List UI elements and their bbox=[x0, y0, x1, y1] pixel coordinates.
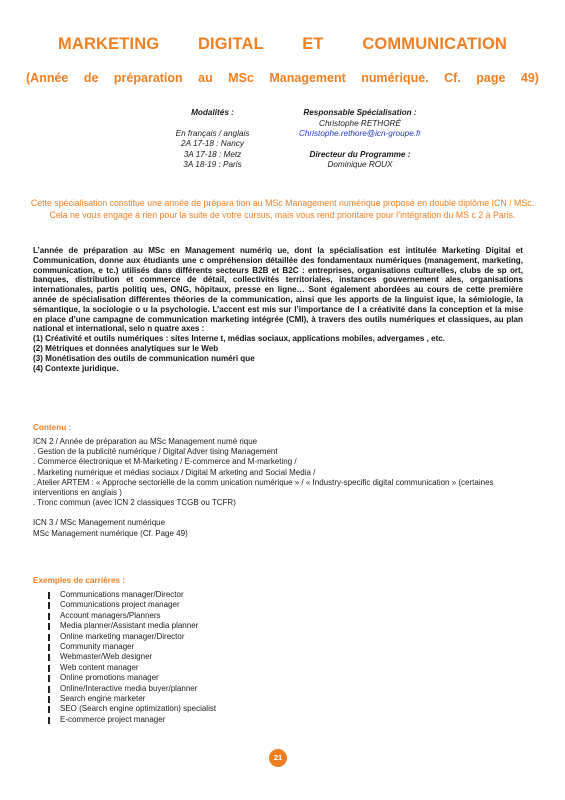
career-item bbox=[48, 632, 368, 642]
contacts-block bbox=[280, 108, 440, 171]
langue-text: En français / anglais bbox=[175, 128, 250, 138]
description-block bbox=[33, 246, 523, 373]
lieu-1: 2A 17-18 : Nancy bbox=[181, 139, 244, 148]
description-paragraph: L’année de préparation au MSc en Management numériq ue, dont la spécialisation est intitulée Marketing Digital et Communication, donne aux étudiants une c ompréhension détaillée des fondamentaux numériques (management, marketing, communication, e tc.) utilisés dans différents secteurs B2B et B2C : entreprises, organisations culturelles, clubs de sp ort, banques, distribution et commerce de détail, collectivités territoriales, instances gouvernement ales, organisations internationales, partis politiq ues, ONG, hôpitaux, presse en ligne… Sont également abordées au cours de cette première année de spécialisation différentes théories de la communication, ainsi que les apports de la linguist ique, la sémiologie, la sémantique, la sociologie o u la psychologie. L’accent est mis sur l’importance de l a créativité dans la conception et la mise en place d’une campagne de communication marketing intégrée (CMI), à travers des outils numériques et classiques, au plan national et international, selo n quatre axes : bbox=[33, 246, 523, 334]
contenu-line: . Atelier ARTEM : « Approche sectorielle de la comm unication numérique » / « Industry-specific digital communication » (certaines interventions en anglais ) bbox=[33, 477, 494, 498]
bullet-icon bbox=[48, 696, 50, 703]
career-label: Web content manager bbox=[60, 662, 139, 672]
axe-1: (1) Créativité et outils numériques : sites Interne t, médias sociaux, applications mobiles, advergames , etc. bbox=[33, 334, 446, 344]
career-item bbox=[48, 704, 368, 714]
career-item bbox=[48, 663, 368, 673]
careers-heading: Exemples de carrières : bbox=[33, 576, 125, 585]
axe-2: (2) Métriques et données analytiques sur le Web bbox=[33, 343, 219, 353]
careers-list bbox=[48, 590, 368, 725]
spacer bbox=[145, 119, 280, 129]
icn3-line: MSc Management numérique (Cf. Page 49) bbox=[33, 528, 188, 538]
bullet-icon bbox=[48, 675, 50, 682]
bullet-icon bbox=[48, 623, 50, 630]
bullet-icon bbox=[48, 634, 50, 641]
icn3-line: ICN 3 / MSc Management numérique bbox=[33, 518, 166, 528]
lieu-3: 3A 18-19 : Paris bbox=[183, 160, 242, 169]
career-label: SEO (Search engine optimization) specialist bbox=[60, 704, 217, 714]
bullet-icon bbox=[48, 613, 50, 620]
responsable-name: Christophe RETHORÉ bbox=[319, 118, 401, 128]
contenu-line: . Tronc commun (avec ICN 2 classiques TCGB ou TCFR) bbox=[33, 498, 236, 508]
career-item bbox=[48, 590, 368, 600]
career-label: Search engine marketer bbox=[60, 694, 146, 704]
contenu-line: . Gestion de la publicité numérique / Digital Adver tising Management bbox=[33, 447, 278, 457]
bullet-icon bbox=[48, 706, 50, 713]
directeur-name: Dominique ROUX bbox=[327, 160, 393, 169]
career-item bbox=[48, 673, 368, 683]
contenu-line: ICN 2 / Année de préparation au MSc Management numé rique bbox=[33, 437, 258, 446]
career-label: Webmaster/Web designer bbox=[60, 652, 153, 662]
career-label: Online promotions manager bbox=[60, 673, 159, 683]
career-label: Communications manager/Director bbox=[60, 590, 184, 599]
bullet-icon bbox=[48, 665, 50, 672]
bullet-icon bbox=[48, 717, 50, 724]
spacer bbox=[33, 508, 523, 518]
career-item bbox=[48, 684, 368, 694]
modalites-label: Modalités : bbox=[191, 108, 234, 117]
bullet-icon bbox=[48, 602, 50, 609]
page-subtitle: (Année de préparation au MSc Management numérique. Cf. page 49) bbox=[26, 71, 539, 85]
career-item bbox=[48, 600, 368, 610]
contenu-heading: Contenu : bbox=[33, 423, 72, 432]
career-item bbox=[48, 642, 368, 652]
career-item bbox=[48, 715, 368, 725]
career-item bbox=[48, 621, 368, 631]
page-number-badge: 21 bbox=[269, 749, 287, 767]
axe-3: (3) Monétisation des outils de communication numéri que bbox=[33, 353, 255, 363]
career-label: Online/Interactive media buyer/planner bbox=[60, 683, 198, 693]
spacer bbox=[280, 140, 440, 150]
career-label: E-commerce project manager bbox=[60, 714, 166, 724]
modalites-block bbox=[145, 108, 280, 171]
responsable-email-link[interactable]: Christophe.rethore@icn-groupe.fr bbox=[298, 129, 422, 138]
career-label: Communications project manager bbox=[60, 600, 180, 610]
career-item bbox=[48, 694, 368, 704]
contenu-line: . Commerce électronique et M-Marketing / E-commerce and M-marketing / bbox=[33, 457, 297, 467]
bullet-icon bbox=[48, 686, 50, 693]
career-item bbox=[48, 652, 368, 662]
directeur-label: Directeur du Programme : bbox=[309, 149, 411, 159]
career-item bbox=[48, 611, 368, 621]
responsable-label: Responsable Spécialisation : bbox=[303, 108, 417, 117]
bullet-icon bbox=[48, 654, 50, 661]
career-label: Online marketing manager/Director bbox=[60, 631, 185, 641]
career-label: Community manager bbox=[60, 642, 135, 652]
contenu-block bbox=[33, 437, 523, 539]
bullet-icon bbox=[48, 644, 50, 651]
page-title: MARKETING DIGITAL ET COMMUNICATION bbox=[58, 35, 507, 53]
intro-paragraph: Cette spécialisation constitue une année de prépara tion au MSc Management numérique proposé en double diplôme ICN / MSc. Cela ne vous engage à rien pour la suite de votre cursus, mais vous rend prioritaire pour l’intégration du MS c 2 à Paris. bbox=[30, 198, 535, 220]
career-label: Media planner/Assistant media planner bbox=[60, 621, 199, 631]
axe-4: (4) Contexte juridique. bbox=[33, 363, 119, 373]
lieu-2: 3A 17-18 : Metz bbox=[183, 149, 242, 159]
contenu-line: . Marketing numérique et médias sociaux / Digital M arketing and Social Media / bbox=[33, 467, 316, 477]
bullet-icon bbox=[48, 592, 50, 599]
career-label: Account managers/Planners bbox=[60, 610, 161, 620]
